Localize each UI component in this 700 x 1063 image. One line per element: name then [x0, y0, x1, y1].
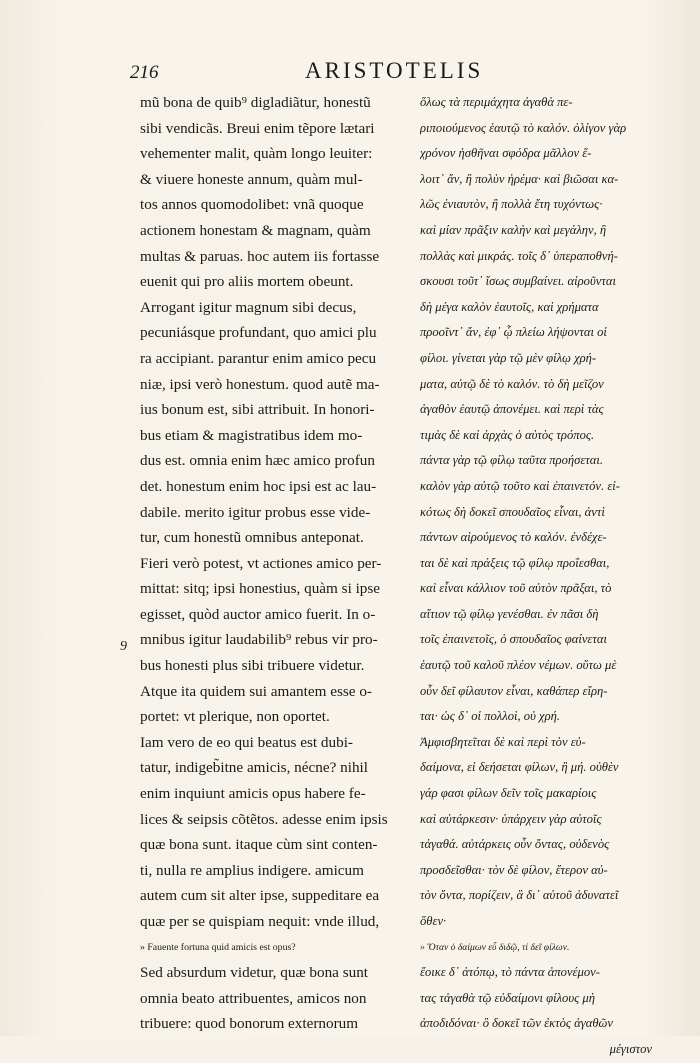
latin-text-line: dus est. omnia enim hæc amico profun: [140, 452, 375, 470]
latin-text-line: tribuere: quod bonorum externorum: [140, 1015, 359, 1033]
greek-text-line: ἑαυτῷ τοῦ καλοῦ πλέον νέμων. οὕτω μὲ: [420, 658, 617, 673]
latin-text-line: vehementer malit, quàm longo leuiter:: [140, 145, 373, 163]
latin-text-line: portet: vt plerique, non oportet.: [140, 708, 330, 726]
latin-text-line: tur, cum honestũ omnibus anteponat.: [140, 529, 364, 547]
greek-text-line: ται δὲ καὶ πράξεις τῷ φίλῳ προΐεσθαι,: [420, 555, 610, 570]
latin-text-line: Atque ita quidem sui amantem esse o-: [140, 682, 372, 700]
greek-text-line: σκουσι τοῦτ᾽ ἴσως συμβαίνει. αἱροῦνται: [420, 274, 616, 289]
running-head: ARISTOTELIS: [305, 58, 484, 83]
page-number: 216: [130, 62, 159, 83]
latin-text-line: niæ, ipsi verò honestum. quod autẽ ma-: [140, 375, 380, 393]
latin-text-line: det. honestum enim hoc ipsi est ac lau-: [140, 477, 377, 495]
latin-text-line: ra accipiant. parantur enim amico pecu: [140, 349, 377, 367]
greek-text-line: μέγιστον: [609, 1041, 652, 1056]
greek-text-line: τιμὰς δὲ καὶ ἀρχὰς ὁ αὐτὸς τρόπος.: [420, 427, 595, 442]
greek-text-line: τας τἀγαθὰ τῷ εὐδαίμονι φίλους μὴ: [420, 990, 595, 1005]
latin-text-line: actionem honestam & magnam, quàm: [140, 221, 371, 239]
latin-text-line: tos annos quomodolibet: vnã quoque: [140, 196, 364, 214]
latin-text-line: mnibus igitur laudabilib⁹ rebus vir pro-: [140, 631, 378, 649]
greek-text-line: Ἀμφισβητεῖται δὲ καὶ περὶ τὸν εὐ-: [420, 734, 586, 749]
greek-text-line: τοῖς ἐπαινετοῖς, ὁ σπουδαῖος φαίνεται: [420, 632, 608, 647]
latin-text-line: mũ bona de quib⁹ digladiãtur, honestũ: [140, 94, 371, 111]
greek-text-line: ὅλως τὰ περιμάχητα ἀγαθὰ πε-: [420, 95, 573, 109]
greek-quotation-line: » Ὅταν ὁ δαίμων εὖ διδῷ, τί δεῖ φίλων.: [420, 941, 570, 953]
latin-text-line: multas & paruas. hoc autem iis fortasse: [140, 247, 380, 265]
greek-text-line: φίλοι. γίνεται γὰρ τῷ μὲν φίλῳ χρή-: [420, 350, 597, 365]
greek-text-line: ἀγαθὸν ἑαυτῷ ἀπονέμει. καὶ περὶ τὰς: [420, 402, 604, 417]
greek-text-line: καὶ μίαν πρᾶξιν καλὴν καὶ μεγάλην, ἢ: [420, 222, 607, 237]
greek-text-line: πάντα γὰρ τῷ φίλῳ ταῦτα προήσεται.: [420, 453, 604, 468]
greek-text-line: ματα, αὐτῷ δὲ τὸ καλόν. τὸ δὴ μεῖζον: [420, 376, 604, 391]
greek-text-line: δαίμονα, εἰ δεήσεται φίλων, ἢ μή. οὐθὲν: [420, 760, 619, 775]
greek-text-line: τἀγαθά. αὐτάρκεις οὖν ὄντας, οὐδενὸς: [420, 837, 610, 852]
greek-text-line: ἀποδιδόναι· ὃ δοκεῖ τῶν ἐκτὸς ἀγαθῶν: [420, 1016, 614, 1031]
latin-text-line: autem cum sit alter ipse, suppeditare ea: [140, 887, 380, 905]
greek-text-line: ριποιούμενος ἑαυτῷ τὸ καλόν. ὀλίγον γὰρ: [420, 120, 627, 135]
latin-text-line: Arrogant igitur magnum sibi decus,: [140, 298, 357, 316]
greek-text-line: λῶς ἐνιαυτὸν, ἢ πολλὰ ἔτη τυχόντως·: [420, 197, 603, 212]
latin-text-line: omnia beato attribuentes, amicos non: [140, 989, 367, 1007]
greek-text-line: πολλὰς καὶ μικράς. τοῖς δ᾽ ὑπεραποθνή-: [420, 248, 618, 263]
greek-text-line: γάρ φασι φίλων δεῖν τοῖς μακαρίοις: [420, 786, 597, 801]
latin-text-line: lices & seipsis cõtẽtos. adesse enim ipsis: [140, 810, 388, 828]
greek-text-line: προσδεῖσθαι· τὸν δὲ φίλον, ἕτερον αὐ-: [420, 862, 608, 877]
greek-text-line: χρόνον ἡσθῆναι σφόδρα μᾶλλον ἕ-: [420, 146, 592, 161]
greek-text-line: ται· ὡς δ᾽ οἱ πολλοὶ, οὐ χρή.: [420, 709, 561, 724]
latin-text-line: egisset, quòd auctor amico fuerit. In o-: [140, 605, 376, 623]
margin-section-number: 9: [120, 639, 127, 654]
greek-text-line: κότως δὴ δοκεῖ σπουδαῖος εἶναι, ἀντὶ: [420, 504, 605, 519]
greek-text-line: προοῖντ᾽ ἄν, ἐφ᾽ ᾧ πλείω λήψονται οἱ: [420, 325, 607, 340]
greek-text-line: πάντων αἱρούμενος τὸ καλόν. ἐνδέχε-: [420, 530, 607, 545]
latin-text-line: bus honesti plus sibi tribuere videtur.: [140, 657, 365, 675]
latin-text-line: tatur, indigeb̃itne amicis, nécne? nihil: [140, 759, 368, 777]
greek-text-line: οὖν δεῖ φίλαυτον εἶναι, καθάπερ εἴρη-: [420, 683, 608, 698]
latin-text-line: quæ per se quispiam nequit: vnde illud,: [140, 913, 380, 930]
greek-text-line: τὸν ὄντα, πορίζειν, ἃ δι᾽ αὑτοῦ ἀδυνατεῖ: [420, 888, 619, 903]
greek-column: [420, 90, 652, 1063]
latin-text-line: mittat: sitq; ipsi honestius, quàm si ipse: [140, 580, 381, 598]
greek-text-line: καὶ αὐτάρκεσιν· ὑπάρχειν γὰρ αὐτοῖς: [420, 811, 602, 826]
latin-text-line: sibi vendicãs. Breui enim tẽpore lætari: [140, 119, 375, 137]
latin-text-line: Iam vero de eo qui beatus est dubi-: [140, 733, 353, 751]
latin-column: [140, 90, 410, 1037]
latin-text-line: pecuniásque profundant, quo amici plu: [140, 324, 377, 342]
latin-text-line: bus etiam & magistratibus idem mo-: [140, 426, 363, 444]
latin-text-line: & viuere honeste annum, quàm mul-: [140, 170, 363, 188]
greek-text-line: καὶ εἶναι κάλλιον τοῦ αὐτὸν πρᾶξαι, τὸ: [420, 581, 612, 596]
greek-text-line: ὅθεν·: [420, 914, 447, 928]
greek-text-line: λοιτ᾽ ἄν, ἢ πολὺν ἠρέμα· καὶ βιῶσαι κα-: [420, 171, 619, 186]
latin-text-line: ti, nulla re amplius indigere. amicum: [140, 861, 364, 879]
latin-text-line: quæ bona sunt. itaque cùm sint conten-: [140, 836, 378, 854]
latin-quotation-line: » Fauente fortuna quid amicis est opus?: [140, 941, 296, 953]
latin-text-line: Sed absurdum videtur, quæ bona sunt: [140, 964, 369, 982]
latin-text-line: enim inquiunt amicis opus habere fe-: [140, 785, 366, 803]
greek-text-line: καλὸν γὰρ αὐτῷ τοῦτο καὶ ἐπαινετόν. εἰ-: [420, 478, 620, 493]
latin-text-line: euenit qui pro aliis mortem obeunt.: [140, 273, 354, 291]
latin-text-line: dabile. merito igitur probus esse vide-: [140, 503, 371, 521]
latin-text-line: ius bonum est, sibi attribuit. In honori-: [140, 401, 375, 419]
greek-text-line: δὴ μέγα καλὸν ἑαυτοῖς, καὶ χρήματα: [420, 299, 599, 314]
greek-text-line: αἴτιον τῷ φίλῳ γενέσθαι. ἐν πᾶσι δὴ: [420, 606, 599, 621]
latin-text-line: Fieri verò potest, vt actiones amico per-: [140, 554, 382, 572]
greek-text-line: ἔοικε δ᾽ ἀτόπῳ, τὸ πάντα ἀπονέμον-: [420, 965, 600, 980]
